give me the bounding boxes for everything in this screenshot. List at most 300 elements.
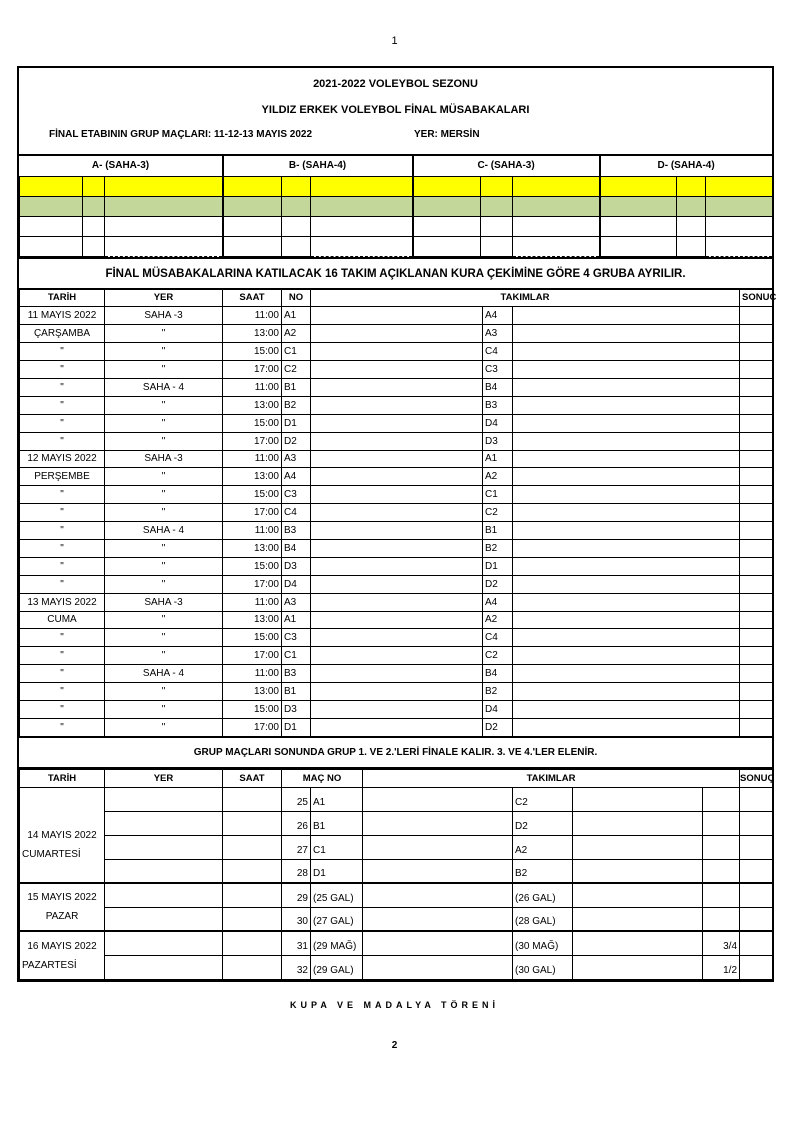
time-cell: 15:00 xyxy=(223,414,282,432)
result-cell xyxy=(740,361,773,379)
venue-cell: " xyxy=(105,629,223,647)
group-slot-cell xyxy=(282,176,311,196)
fixture-sheet xyxy=(17,66,777,982)
table-row xyxy=(20,361,773,379)
blank-cell xyxy=(513,307,740,325)
result-cell xyxy=(740,647,773,665)
result-cell xyxy=(740,396,773,414)
group-name: B- (SAHA-4) xyxy=(223,156,413,176)
column-header: YER xyxy=(105,769,223,787)
team-away: D2 xyxy=(483,718,513,736)
time-cell: 13:00 xyxy=(223,683,282,701)
group-slot-cell xyxy=(282,216,311,236)
venue-cell xyxy=(105,883,223,907)
blank-cell xyxy=(311,683,483,701)
time-cell: 11:00 xyxy=(223,307,282,325)
group-slot-cell xyxy=(282,236,311,256)
venue-cell xyxy=(105,931,223,955)
team-home: B3 xyxy=(282,665,311,683)
date-cell: 12 MAYIS 2022 xyxy=(20,450,105,468)
result-cell xyxy=(740,414,773,432)
blank-cell xyxy=(513,396,740,414)
date-cell: " xyxy=(20,378,105,396)
table-row xyxy=(20,432,773,450)
time-cell: 11:00 xyxy=(223,522,282,540)
venue-cell xyxy=(105,907,223,931)
group-slot-cell xyxy=(481,216,513,236)
group-slot-row xyxy=(20,236,773,256)
group-slot-cell xyxy=(706,236,773,256)
blank-cell xyxy=(513,629,740,647)
time-cell: 15:00 xyxy=(223,700,282,718)
blank-cell xyxy=(513,539,740,557)
result-cell xyxy=(740,432,773,450)
venue-cell xyxy=(105,835,223,859)
time-cell: 17:00 xyxy=(223,432,282,450)
column-header: SONUÇ xyxy=(740,289,773,307)
team-away: A4 xyxy=(483,593,513,611)
date-cell xyxy=(20,787,105,883)
venue-cell: SAHA -3 xyxy=(105,307,223,325)
time-cell: 11:00 xyxy=(223,378,282,396)
time-cell: 13:00 xyxy=(223,468,282,486)
match-number: 32 xyxy=(282,955,311,979)
time-cell: 15:00 xyxy=(223,557,282,575)
time-cell xyxy=(223,883,282,907)
blank-cell xyxy=(363,811,513,835)
team-home: (25 GAL) xyxy=(311,883,363,907)
table-row xyxy=(20,575,773,593)
group-stage-dates: FİNAL ETABININ GRUP MAÇLARI: 11-12-13 MAYIS 2022 xyxy=(49,129,313,140)
group-slot-row xyxy=(20,196,773,216)
column-header: SAAT xyxy=(223,769,282,787)
team-home: A2 xyxy=(282,325,311,343)
venue-cell: SAHA - 4 xyxy=(105,378,223,396)
blank-cell xyxy=(513,450,740,468)
group-slot-cell xyxy=(282,196,311,216)
group-slot-cell xyxy=(20,236,83,256)
team-away: (30 GAL) xyxy=(513,955,573,979)
blank-cell xyxy=(311,700,483,718)
time-cell: 13:00 xyxy=(223,325,282,343)
group-slot-cell xyxy=(600,236,677,256)
group-slot-cell xyxy=(513,216,600,236)
blank-cell xyxy=(363,931,513,955)
team-away: A3 xyxy=(483,325,513,343)
table-row xyxy=(20,718,773,736)
date-cell: " xyxy=(20,700,105,718)
team-home: A4 xyxy=(282,468,311,486)
team-away: (26 GAL) xyxy=(513,883,573,907)
blank-cell xyxy=(311,396,483,414)
group-slot-cell xyxy=(223,216,282,236)
group-slot-cell xyxy=(481,236,513,256)
result-cell xyxy=(740,811,773,835)
team-away: D2 xyxy=(513,811,573,835)
group-name: C- (SAHA-3) xyxy=(413,156,600,176)
result-cell xyxy=(740,907,773,931)
blank-cell xyxy=(363,835,513,859)
team-away: D4 xyxy=(483,414,513,432)
venue-cell: " xyxy=(105,432,223,450)
blank-cell xyxy=(363,859,513,883)
group-slot-cell xyxy=(481,176,513,196)
table-row xyxy=(20,859,773,883)
table-row xyxy=(20,955,773,979)
date-cell xyxy=(20,883,105,931)
team-away: B4 xyxy=(483,665,513,683)
team-home: A3 xyxy=(282,593,311,611)
table-row xyxy=(20,683,773,701)
date-cell: " xyxy=(20,683,105,701)
result-cell xyxy=(740,450,773,468)
match-day: PAZAR xyxy=(45,911,79,923)
team-away: D1 xyxy=(483,557,513,575)
team-away: A2 xyxy=(483,611,513,629)
group-slot-cell xyxy=(706,216,773,236)
venue-cell xyxy=(105,811,223,835)
team-away: B3 xyxy=(483,396,513,414)
venue-cell: " xyxy=(105,396,223,414)
date-cell: " xyxy=(20,539,105,557)
group-slot-cell xyxy=(223,176,282,196)
column-header: TARİH xyxy=(20,289,105,307)
group-slot-cell xyxy=(83,236,105,256)
date-cell: " xyxy=(20,432,105,450)
blank-cell xyxy=(573,907,703,931)
placement-label xyxy=(703,883,740,907)
blank-cell xyxy=(311,325,483,343)
result-cell xyxy=(740,468,773,486)
table-row xyxy=(20,343,773,361)
ceremony-text: KUPA VE MADALYA TÖRENİ xyxy=(289,1000,500,1010)
blank-cell xyxy=(311,557,483,575)
group-slot-cell xyxy=(83,196,105,216)
team-home: C2 xyxy=(282,361,311,379)
blank-cell xyxy=(363,907,513,931)
group-slot-cell xyxy=(481,196,513,216)
result-cell xyxy=(740,787,773,811)
time-cell xyxy=(223,955,282,979)
table-row xyxy=(20,811,773,835)
time-cell xyxy=(223,811,282,835)
venue-cell: " xyxy=(105,361,223,379)
result-cell xyxy=(740,575,773,593)
blank-cell xyxy=(363,787,513,811)
blank-cell xyxy=(573,787,703,811)
group-slot-row xyxy=(20,216,773,236)
time-cell: 11:00 xyxy=(223,450,282,468)
season-title: 2021-2022 VOLEYBOL SEZONU xyxy=(313,78,478,90)
group-slot-cell xyxy=(677,236,706,256)
group-slot-cell xyxy=(20,176,83,196)
team-home: A1 xyxy=(282,307,311,325)
team-home: C3 xyxy=(282,629,311,647)
venue-cell: SAHA -3 xyxy=(105,593,223,611)
blank-cell xyxy=(513,665,740,683)
column-header: YER xyxy=(105,289,223,307)
time-cell: 15:00 xyxy=(223,343,282,361)
venue-cell xyxy=(105,859,223,883)
sheet-header xyxy=(19,68,772,156)
blank-cell xyxy=(513,504,740,522)
date-cell: " xyxy=(20,396,105,414)
date-cell: ÇARŞAMBA xyxy=(20,325,105,343)
blank-cell xyxy=(311,486,483,504)
team-away: D3 xyxy=(483,432,513,450)
team-home: B1 xyxy=(282,378,311,396)
group-name: D- (SAHA-4) xyxy=(600,156,773,176)
placement-label xyxy=(703,835,740,859)
blank-cell xyxy=(513,647,740,665)
blank-cell xyxy=(573,811,703,835)
date-cell: " xyxy=(20,504,105,522)
venue: YER: MERSİN xyxy=(414,129,480,140)
table-row xyxy=(20,378,773,396)
group-slot-cell xyxy=(513,176,600,196)
group-slot-cell xyxy=(223,196,282,216)
time-cell xyxy=(223,835,282,859)
page-number-top: 1 xyxy=(391,35,398,47)
venue-cell xyxy=(105,787,223,811)
team-home: D3 xyxy=(282,557,311,575)
table-row xyxy=(20,396,773,414)
table-header-row xyxy=(20,769,773,787)
venue-cell: " xyxy=(105,486,223,504)
group-slot-cell xyxy=(600,176,677,196)
table-row xyxy=(20,835,773,859)
time-cell xyxy=(223,907,282,931)
blank-cell xyxy=(311,414,483,432)
date-cell: " xyxy=(20,647,105,665)
venue-cell: SAHA -3 xyxy=(105,450,223,468)
table-row xyxy=(20,557,773,575)
blank-cell xyxy=(573,835,703,859)
blank-cell xyxy=(311,629,483,647)
team-away: B2 xyxy=(483,683,513,701)
venue-cell: " xyxy=(105,647,223,665)
table-header-row xyxy=(20,289,773,307)
blank-cell xyxy=(513,557,740,575)
placement-label: 1/2 xyxy=(703,955,740,979)
time-cell: 17:00 xyxy=(223,647,282,665)
team-away: C4 xyxy=(483,629,513,647)
time-cell: 11:00 xyxy=(223,593,282,611)
group-slot-cell xyxy=(413,196,481,216)
team-away: (28 GAL) xyxy=(513,907,573,931)
match-date: 14 MAYIS 2022 xyxy=(27,830,97,842)
blank-cell xyxy=(311,611,483,629)
group-slot-cell xyxy=(105,196,223,216)
blank-cell xyxy=(513,378,740,396)
team-away: C4 xyxy=(483,343,513,361)
blank-cell xyxy=(311,575,483,593)
match-number: 31 xyxy=(282,931,311,955)
venue-cell: " xyxy=(105,718,223,736)
table-row xyxy=(20,539,773,557)
placement-label xyxy=(703,811,740,835)
match-number: 29 xyxy=(282,883,311,907)
team-away: C2 xyxy=(483,504,513,522)
result-cell xyxy=(740,859,773,883)
column-header: TARİH xyxy=(20,769,105,787)
blank-cell xyxy=(311,522,483,540)
date-cell: " xyxy=(20,718,105,736)
placement-label xyxy=(703,907,740,931)
date-cell xyxy=(20,931,105,979)
result-cell xyxy=(740,378,773,396)
table-row xyxy=(20,629,773,647)
result-cell xyxy=(740,883,773,907)
team-home: D2 xyxy=(282,432,311,450)
team-away: A2 xyxy=(483,468,513,486)
blank-cell xyxy=(311,718,483,736)
table-row xyxy=(20,931,773,955)
group-header-row xyxy=(20,156,773,176)
team-away: C3 xyxy=(483,361,513,379)
match-number: 30 xyxy=(282,907,311,931)
column-header: SONUÇ xyxy=(740,769,773,787)
result-cell xyxy=(740,557,773,575)
blank-cell xyxy=(513,700,740,718)
team-home: A1 xyxy=(282,611,311,629)
blank-cell xyxy=(513,325,740,343)
result-cell xyxy=(740,955,773,979)
blank-cell xyxy=(311,307,483,325)
table-row xyxy=(20,647,773,665)
blank-cell xyxy=(311,539,483,557)
venue-cell: SAHA - 4 xyxy=(105,665,223,683)
column-header: TAKIMLAR xyxy=(311,289,740,307)
team-away: C1 xyxy=(483,486,513,504)
time-cell: 17:00 xyxy=(223,718,282,736)
match-day: PAZARTESİ xyxy=(22,959,77,971)
team-away: A1 xyxy=(483,450,513,468)
venue-cell: " xyxy=(105,611,223,629)
group-slot-cell xyxy=(105,176,223,196)
venue-cell: " xyxy=(105,683,223,701)
table-row xyxy=(20,450,773,468)
groups-table xyxy=(19,156,774,257)
date-cell: " xyxy=(20,361,105,379)
column-header: TAKIMLAR xyxy=(363,769,740,787)
venue-cell: " xyxy=(105,700,223,718)
draw-note: FİNAL MÜSABAKALARINA KATILACAK 16 TAKIM AÇIKLANAN KURA ÇEKİMİNE GÖRE 4 GRUBA AYRILIR. xyxy=(19,257,772,289)
venue-cell: " xyxy=(105,575,223,593)
blank-cell xyxy=(311,432,483,450)
date-cell: 11 MAYIS 2022 xyxy=(20,307,105,325)
blank-cell xyxy=(363,955,513,979)
group-slot-cell xyxy=(105,216,223,236)
blank-cell xyxy=(573,883,703,907)
team-away: D4 xyxy=(483,700,513,718)
team-home: C1 xyxy=(282,647,311,665)
blank-cell xyxy=(311,450,483,468)
blank-cell xyxy=(513,361,740,379)
team-home: C3 xyxy=(282,486,311,504)
result-cell xyxy=(740,343,773,361)
event-title: YILDIZ ERKEK VOLEYBOL FİNAL MÜSABAKALARI xyxy=(261,104,530,116)
match-number: 27 xyxy=(282,835,311,859)
venue-cell: " xyxy=(105,343,223,361)
venue-cell: " xyxy=(105,414,223,432)
column-header: NO xyxy=(282,289,311,307)
group-slot-cell xyxy=(513,236,600,256)
group-slot-cell xyxy=(20,196,83,216)
blank-cell xyxy=(311,361,483,379)
time-cell: 17:00 xyxy=(223,504,282,522)
time-cell xyxy=(223,787,282,811)
date-cell: " xyxy=(20,522,105,540)
table-row xyxy=(20,414,773,432)
time-cell: 17:00 xyxy=(223,575,282,593)
time-cell xyxy=(223,931,282,955)
blank-cell xyxy=(513,468,740,486)
team-home: C1 xyxy=(282,343,311,361)
date-cell: " xyxy=(20,414,105,432)
table-row xyxy=(20,486,773,504)
team-home: (27 GAL) xyxy=(311,907,363,931)
result-cell xyxy=(740,718,773,736)
group-slot-cell xyxy=(706,196,773,216)
result-cell xyxy=(740,539,773,557)
team-away: A4 xyxy=(483,307,513,325)
team-home: B1 xyxy=(311,811,363,835)
result-cell xyxy=(740,593,773,611)
blank-cell xyxy=(311,593,483,611)
group-slot-cell xyxy=(677,176,706,196)
date-cell: CUMA xyxy=(20,611,105,629)
date-cell: PERŞEMBE xyxy=(20,468,105,486)
blank-cell xyxy=(513,486,740,504)
table-row xyxy=(20,611,773,629)
result-cell xyxy=(740,683,773,701)
blank-cell xyxy=(311,343,483,361)
team-away: A2 xyxy=(513,835,573,859)
table-row xyxy=(20,468,773,486)
blank-cell xyxy=(513,343,740,361)
team-home: (29 MAĞ) xyxy=(311,931,363,955)
blank-cell xyxy=(573,955,703,979)
match-number: 26 xyxy=(282,811,311,835)
match-number: 25 xyxy=(282,787,311,811)
date-cell: " xyxy=(20,486,105,504)
group-slot-cell xyxy=(600,196,677,216)
table-row xyxy=(20,883,773,907)
result-cell xyxy=(740,504,773,522)
group-slot-cell xyxy=(413,176,481,196)
date-cell: " xyxy=(20,575,105,593)
time-cell: 11:00 xyxy=(223,665,282,683)
date-cell: " xyxy=(20,343,105,361)
time-cell: 13:00 xyxy=(223,539,282,557)
match-date: 15 MAYIS 2022 xyxy=(27,892,97,904)
group-slot-cell xyxy=(311,176,413,196)
blank-cell xyxy=(513,683,740,701)
team-home: D3 xyxy=(282,700,311,718)
blank-cell xyxy=(573,931,703,955)
team-away: B1 xyxy=(483,522,513,540)
result-cell xyxy=(740,611,773,629)
venue-cell: " xyxy=(105,539,223,557)
group-slot-cell xyxy=(83,216,105,236)
group-slot-row xyxy=(20,176,773,196)
result-cell xyxy=(740,522,773,540)
blank-cell xyxy=(513,718,740,736)
blank-cell xyxy=(513,432,740,450)
group-slot-cell xyxy=(20,216,83,236)
date-cell: " xyxy=(20,629,105,647)
